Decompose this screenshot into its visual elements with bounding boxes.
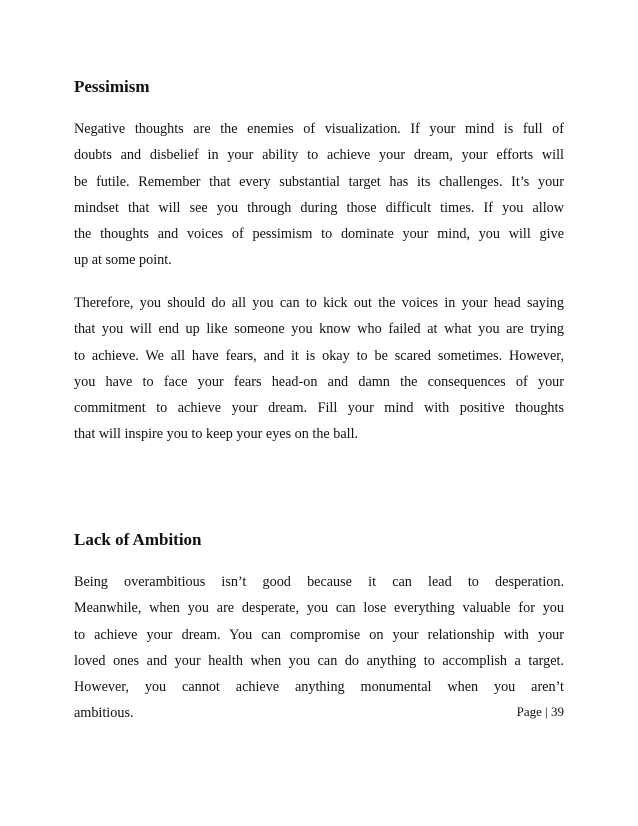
text-line: to achieve. We all have fears, and it is okay to be scared sometimes. However, [74, 347, 564, 364]
text-line: loved ones and your health when you can do anything to accomplish a target. [74, 652, 564, 669]
text-line: ambitious. [74, 705, 134, 722]
text-line: the thoughts and voices of pessimism to dominate your mind, you will give [74, 226, 564, 243]
text-line: be futile. Remember that every substantial target has its challenges. It’s your [74, 173, 564, 190]
text-line: you have to face your fears head-on and damn the consequences of your [74, 373, 564, 390]
text-line: up at some point. [74, 252, 172, 269]
text-line: commitment to achieve your dream. Fill your mind with positive thoughts [74, 400, 564, 417]
text-line: doubts and disbelief in your ability to achieve your dream, your efforts will [74, 147, 564, 164]
paragraph-pessimism-1 [74, 116, 564, 274]
text-line: Negative thoughts are the enemies of visualization. If your mind is full of [74, 121, 564, 137]
section-heading-pessimism: Pessimism [74, 77, 150, 96]
text-line: Meanwhile, when you are desperate, you can lose everything valuable for you [74, 600, 564, 617]
text-line: Therefore, you should do all you can to kick out the voices in your head saying [74, 295, 564, 311]
text-line: that you will end up like someone you know who failed at what you are trying [74, 321, 564, 338]
text-line: However, you cannot achieve anything monumental when you aren’t [74, 679, 564, 696]
text-line: Being overambitious isn’t good because it can lead to desperation. [74, 574, 564, 590]
text-line: mindset that will see you through during those difficult times. If you allow [74, 199, 564, 216]
paragraph-pessimism-2 [74, 290, 564, 448]
section-heading-lack-of-ambition: Lack of Ambition [74, 530, 202, 549]
paragraph-lack-of-ambition [74, 569, 564, 727]
page-number: Page | 39 [516, 704, 564, 719]
text-line: to achieve your dream. You can compromise on your relationship with your [74, 626, 564, 643]
text-line: that will inspire you to keep your eyes on the ball. [74, 426, 359, 443]
